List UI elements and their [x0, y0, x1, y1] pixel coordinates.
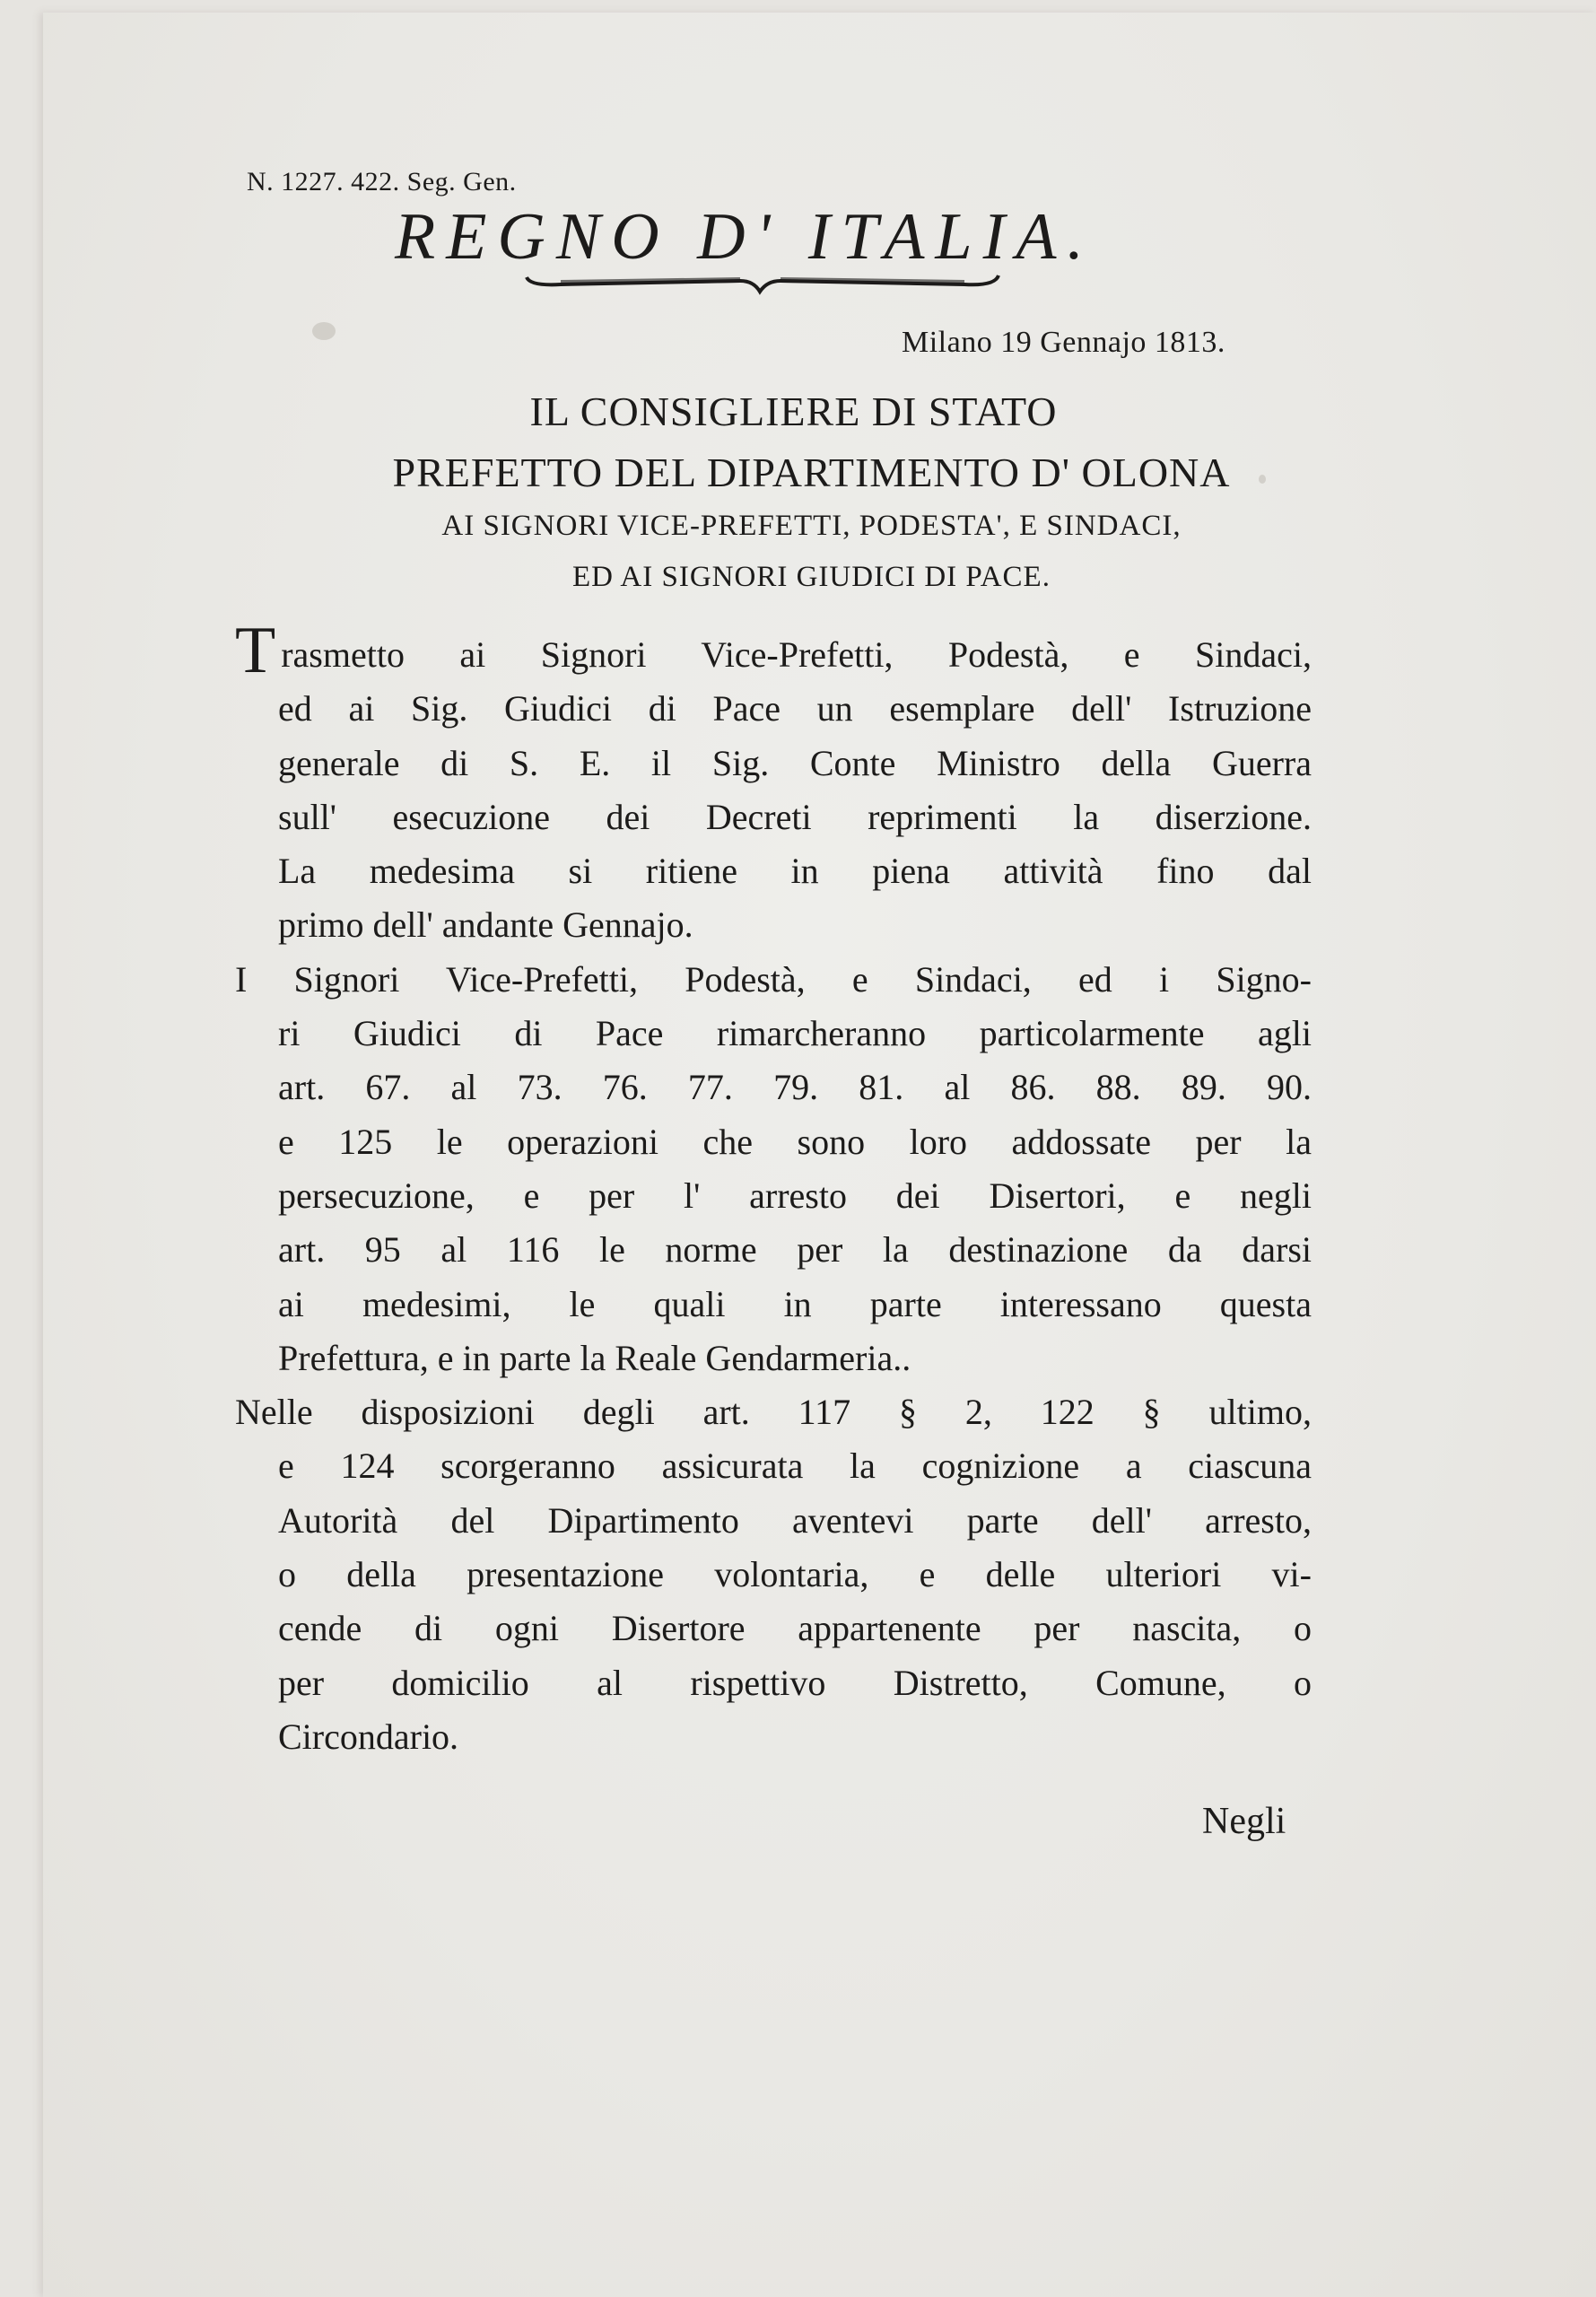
paragraph-line: Prefettura, e in parte la Reale Gendarmeria.. — [278, 1337, 911, 1378]
paragraph-line — [235, 614, 1312, 687]
paragraph-2 — [235, 953, 1312, 1385]
paragraph-line: Circondario. — [278, 1716, 459, 1757]
paragraph-line: per domicilio al rispettivo Distretto, Comune, o — [278, 1662, 1312, 1703]
reference-number: N. 1227. 422. Seg. Gen. — [247, 167, 517, 197]
paragraph-1 — [235, 614, 1312, 953]
drop-cap: T — [235, 614, 276, 687]
heading-line-3: AI SIGNORI VICE-PREFETTI, PODESTA', E SINDACI, — [441, 510, 1182, 542]
paragraph-line: e 124 scorgeranno assicurata la cognizione a ciascuna — [278, 1445, 1312, 1487]
paragraph-line: ai medesimi, le quali in parte interessano questa — [278, 1283, 1312, 1324]
paragraph-3 — [235, 1385, 1312, 1764]
paragraph-line: e 125 le operazioni che sono loro addossate per la — [278, 1121, 1312, 1162]
paragraph-line: ed ai Sig. Giudici di Pace un esemplare dell' Istruzione — [278, 688, 1312, 729]
paper-stain — [312, 322, 336, 340]
paragraph-line: ri Giudici di Pace rimarcheranno particolarmente agli — [278, 1013, 1312, 1054]
paragraph-line: o della presentazione volontaria, e delle ulteriori vi- — [278, 1554, 1312, 1595]
paragraph-line: I Signori Vice-Prefetti, Podestà, e Sindaci, ed i Signo- — [235, 958, 1312, 1000]
heading-line-1: IL CONSIGLIERE DI STATO — [529, 389, 1058, 434]
paragraph-line: sull' esecuzione dei Decreti reprimenti la diserzione. — [278, 796, 1312, 837]
paragraph-line: persecuzione, e per l' arresto dei Disertori, e negli — [278, 1175, 1312, 1216]
paragraph-line: Nelle disposizioni degli art. 117 § 2, 122 § ultimo, — [235, 1392, 1312, 1433]
heading-line-4: ED AI SIGNORI GIUDICI DI PACE. — [572, 561, 1051, 593]
paragraph-line: La medesima si ritiene in piena attività fino dal — [278, 851, 1312, 892]
ornamental-rule — [525, 274, 1000, 295]
paragraph-line: art. 67. al 73. 76. 77. 79. 81. al 86. 88. 89. 90. — [278, 1067, 1312, 1108]
paragraph-line: generale di S. E. il Sig. Conte Ministro della Guerra — [278, 742, 1312, 783]
paragraph-line: Autorità del Dipartimento aventevi parte dell' arresto, — [278, 1499, 1312, 1541]
line-text: rasmetto ai Signori Vice-Prefetti, Podestà, e Sindaci, — [281, 634, 1312, 675]
heading-line-2: PREFETTO DEL DIPARTIMENTO D' OLONA — [392, 450, 1231, 495]
body-text — [235, 614, 1312, 1764]
kingdom-title: REGNO D' ITALIA. — [395, 200, 1095, 274]
paragraph-line: cende di ogni Disertore appartenente per nascita, o — [278, 1608, 1312, 1649]
paragraph-line: art. 95 al 116 le norme per la destinazione da darsi — [278, 1229, 1312, 1271]
place-date: Milano 19 Gennajo 1813. — [902, 326, 1225, 359]
catchword: Negli — [1202, 1801, 1286, 1842]
paragraph-line: primo dell' andante Gennajo. — [278, 904, 693, 946]
